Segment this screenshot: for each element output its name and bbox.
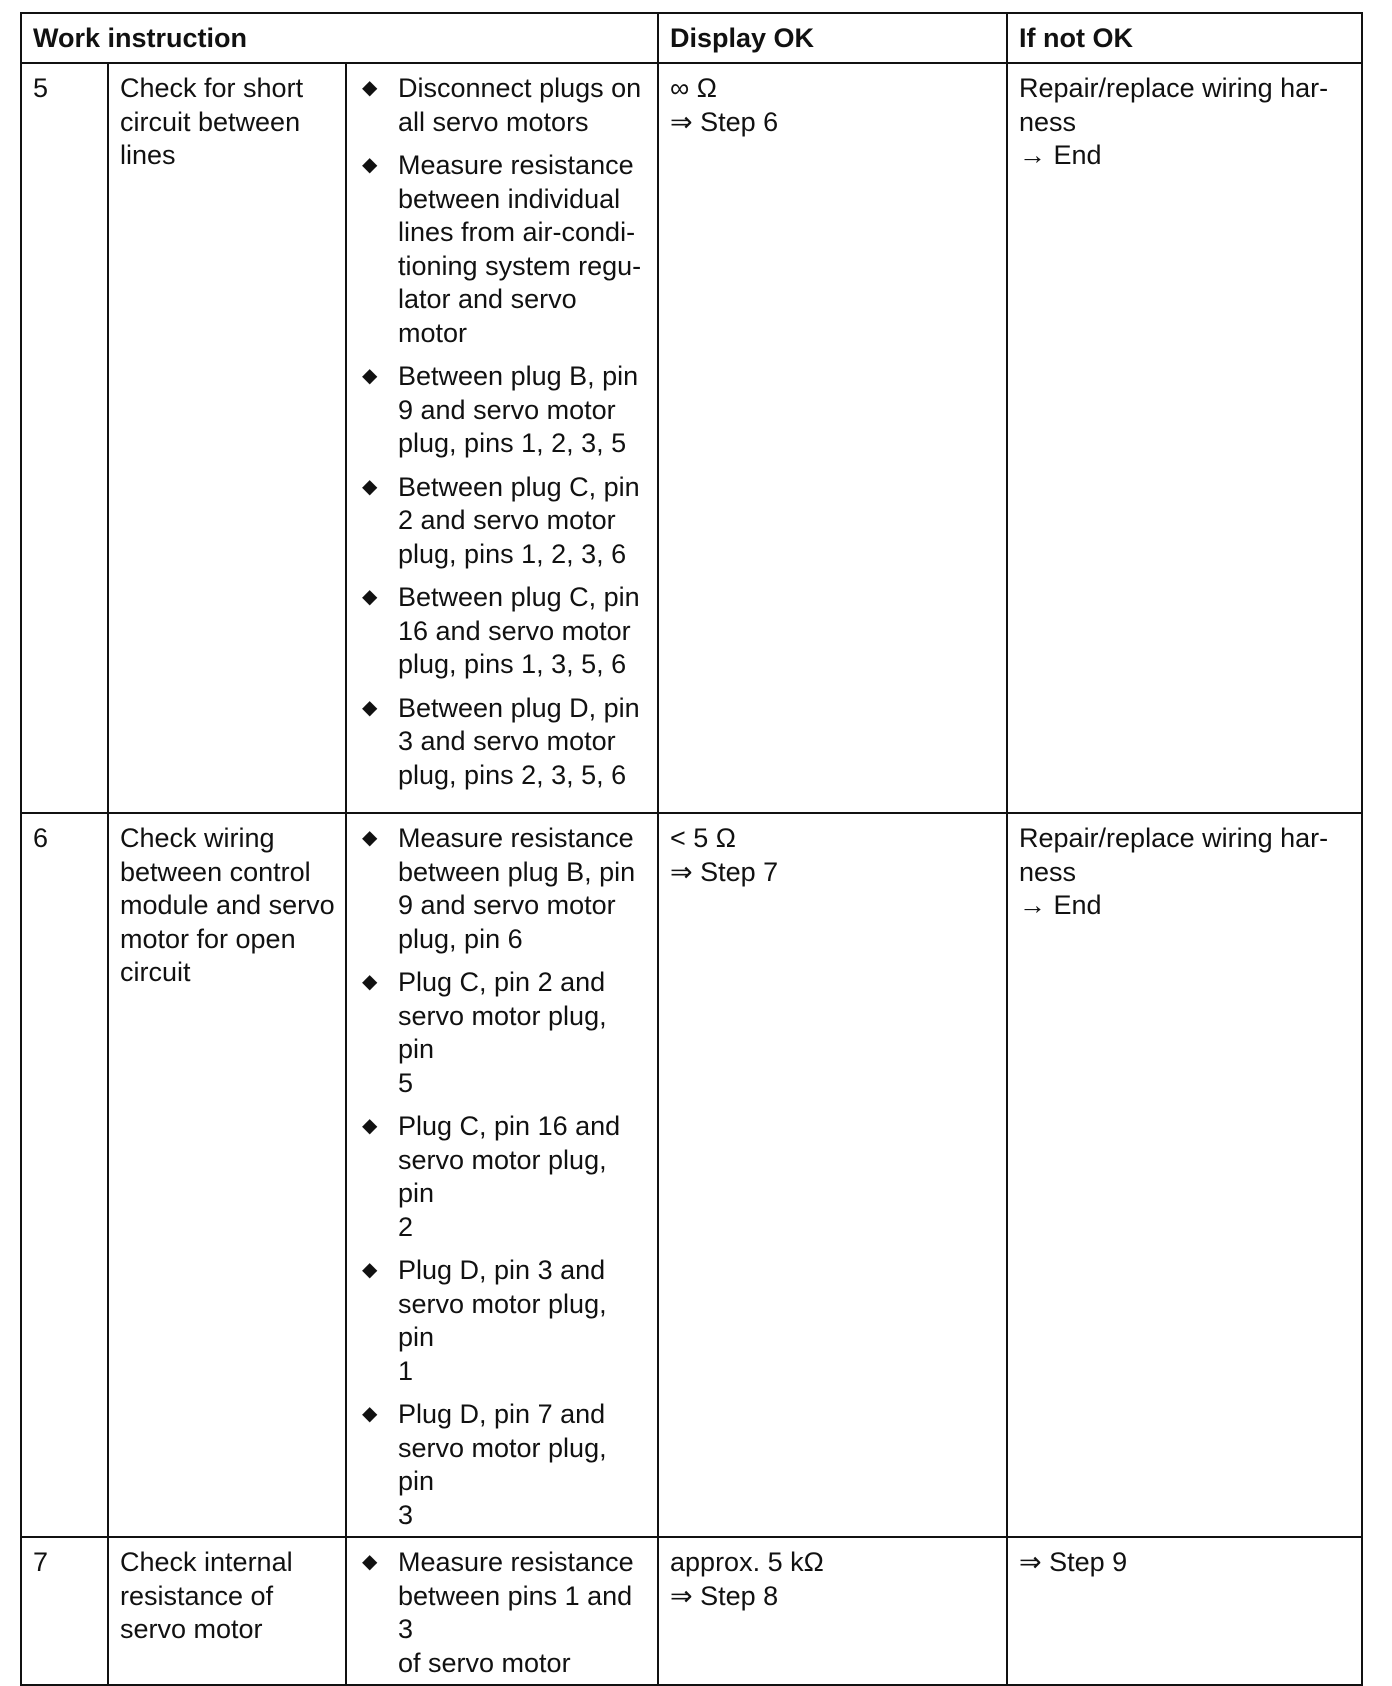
diamond-bullet-icon: ◆ <box>362 154 378 176</box>
task-description: Check wiring between control module and servo motor for open circuit <box>108 813 346 1537</box>
instruction-list-cell <box>346 1537 658 1685</box>
diamond-bullet-icon: ◆ <box>362 971 378 993</box>
list-item: ◆ Between plug C, pin 2 and servo motor plug, pins 1, 2, 3, 6 <box>362 471 640 569</box>
diamond-bullet-icon: ◆ <box>362 1259 378 1281</box>
diamond-bullet-icon: ◆ <box>362 77 378 99</box>
list-item: ◆ Between plug D, pin 3 and servo motor plug, pins 2, 3, 5, 6 <box>362 692 640 790</box>
table-row <box>21 813 1362 1537</box>
task-description: Check for short circuit between lines <box>108 63 346 813</box>
display-ok-value: < 5 Ω ⇒ Step 7 <box>658 813 1007 1537</box>
step-number: 7 <box>21 1537 108 1685</box>
list-item: ◆ Between plug B, pin 9 and servo motor plug, pins 1, 2, 3, 5 <box>362 361 639 458</box>
instruction-list <box>358 1546 647 1680</box>
instruction-list <box>358 72 647 792</box>
list-item: ◆ Plug C, pin 2 and servo motor plug, pin 5 <box>362 967 607 1098</box>
diamond-bullet-icon: ◆ <box>362 475 378 498</box>
task-description: Check internal resistance of servo motor <box>108 1537 346 1685</box>
instruction-list-cell <box>346 63 658 813</box>
diamond-bullet-icon: ◆ <box>362 586 378 608</box>
step-number: 5 <box>21 63 108 813</box>
display-ok-value: approx. 5 kΩ ⇒ Step 8 <box>658 1537 1007 1685</box>
list-item: ◆ Plug C, pin 16 and servo motor plug, pin 2 <box>362 1111 621 1242</box>
header-display-ok: Display OK <box>658 13 1007 63</box>
display-ok-value: ∞ Ω ⇒ Step 6 <box>658 63 1007 813</box>
list-item: ◆ Plug D, pin 3 and servo motor plug, pin 1 <box>362 1255 607 1386</box>
table-row <box>21 1537 1362 1685</box>
if-not-ok-action: Repair/replace wiring har- ness → End <box>1007 63 1362 813</box>
diamond-bullet-icon: ◆ <box>362 827 378 849</box>
diamond-bullet-icon: ◆ <box>362 1551 378 1573</box>
list-item: ◆ Measure resistance between pins 1 and 3 of servo motor <box>362 1547 634 1678</box>
work-instruction-table <box>20 12 1363 1686</box>
list-item: ◆ Measure resistance between plug B, pin 9 and servo motor plug, pin 6 <box>362 823 636 954</box>
instruction-list-cell <box>346 813 658 1537</box>
list-item: ◆ Plug D, pin 7 and servo motor plug, pin 3 <box>362 1399 607 1530</box>
if-not-ok-action: ⇒ Step 9 <box>1007 1537 1362 1685</box>
if-not-ok-action: Repair/replace wiring har- ness → End <box>1007 813 1362 1537</box>
list-item: ◆ Between plug C, pin 16 and servo motor plug, pins 1, 3, 5, 6 <box>362 582 640 679</box>
list-item: ◆ Disconnect plugs on all servo motors <box>362 73 642 137</box>
instruction-list <box>358 822 647 1532</box>
list-item: ◆ Measure resistance between individual lines from air-condi- tioning system regu- lator and servo motor <box>362 150 642 348</box>
table-row <box>21 63 1362 813</box>
step-number: 6 <box>21 813 108 1537</box>
diamond-bullet-icon: ◆ <box>362 696 378 719</box>
diamond-bullet-icon: ◆ <box>362 365 378 387</box>
header-work-instruction: Work instruction <box>21 13 658 63</box>
table-header-row <box>21 13 1362 63</box>
header-if-not-ok: If not OK <box>1007 13 1362 63</box>
diamond-bullet-icon: ◆ <box>362 1115 378 1137</box>
diamond-bullet-icon: ◆ <box>362 1403 378 1425</box>
